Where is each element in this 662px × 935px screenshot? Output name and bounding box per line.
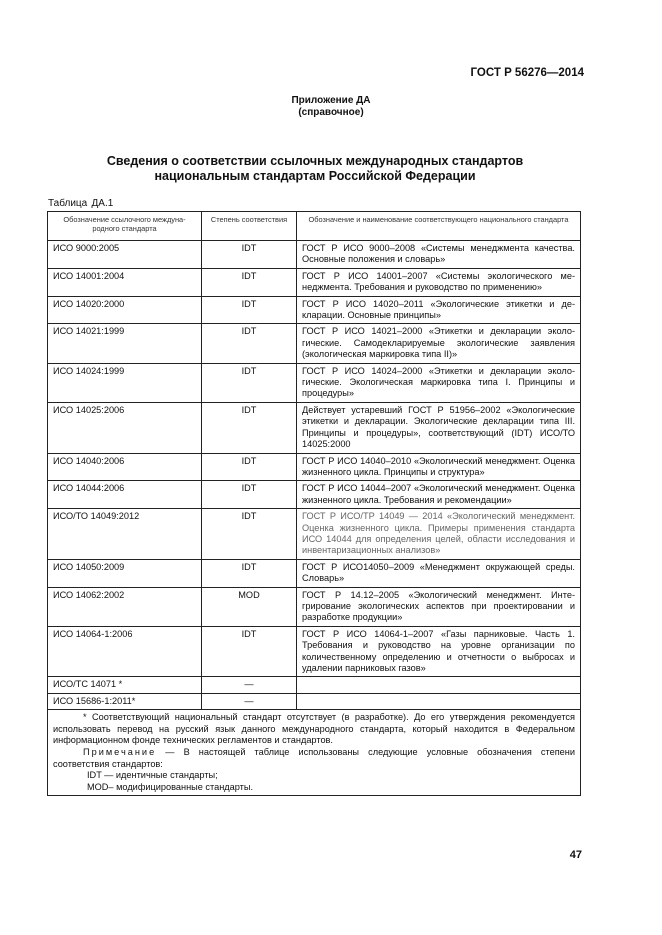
table-note-cell (48, 710, 581, 796)
table-row (48, 693, 581, 709)
appendix-heading (0, 95, 662, 119)
ref-cell: ИСО/ТО 14049:2012 (48, 509, 202, 560)
page-title (0, 154, 630, 184)
table-caption-label: Таблица (48, 198, 88, 209)
table-row (48, 324, 581, 363)
ref-cell: ИСО 14062:2002 (48, 587, 202, 626)
title-line-2: национальным стандартам Российской Федерации (154, 169, 476, 183)
header-ref-standard: Обозначение ссылочного международного стандарта (48, 212, 202, 241)
table-caption-number: ДА.1 (91, 198, 114, 209)
national-cell: Действует устаревший ГОСТ Р 51956–2002 «Экологические этикетки и декларации. Экологические декларации типа III. Принципы и процедуры», соответствующий (IDT) ИСО/ТО 14025:2000 (297, 402, 581, 453)
table-row (48, 402, 581, 453)
ref-cell: ИСО 14040:2006 (48, 453, 202, 481)
footnote-text: * Соответствующий национальный стандарт отсутствует (в разработке). До его утверждения рекомендуется использовать перевод на русский язык данного международного стандарта, который находится в Федеральном информационном фонде технических регламентов и стандартов. (53, 712, 575, 746)
ref-cell: ИСО 9000:2005 (48, 241, 202, 269)
national-cell: ГОСТ Р ИСО 9000–2008 «Системы менеджмента качества. Основные положения и словарь» (297, 241, 581, 269)
table-row (48, 559, 581, 587)
legend-mod: MOD– модифицированные стандарты. (87, 781, 254, 792)
national-cell (297, 677, 581, 693)
table-header-row (48, 212, 581, 241)
legend-idt: IDT — идентичные стандарты; (87, 770, 218, 781)
national-cell: ГОСТ Р ИСО 14020–2011 «Экологические этикетки и декларации. Основные принципы» (297, 296, 581, 324)
degree-cell: IDT (202, 559, 297, 587)
degree-cell: IDT (202, 402, 297, 453)
degree-cell: IDT (202, 481, 297, 509)
ref-cell: ИСО 14001:2004 (48, 268, 202, 296)
degree-cell: IDT (202, 509, 297, 560)
national-cell: ГОСТ Р ИСО 14024–2000 «Этикетки и декларации экологические. Экологическая маркировка типа I. Принципы и процедуры» (297, 363, 581, 402)
ref-cell: ИСО 14064-1:2006 (48, 626, 202, 677)
degree-cell: IDT (202, 363, 297, 402)
table-row (48, 587, 581, 626)
ref-cell: ИСО 14025:2006 (48, 402, 202, 453)
table-row (48, 268, 581, 296)
correspondence-table (47, 211, 581, 796)
note-text: — В настоящей таблице использованы следующие условные обозначения степени соответствия стандартов: (53, 747, 575, 769)
ref-cell: ИСО 14021:1999 (48, 324, 202, 363)
national-cell (297, 693, 581, 709)
page-number: 47 (569, 849, 582, 861)
degree-cell: IDT (202, 626, 297, 677)
degree-cell: IDT (202, 296, 297, 324)
note-paragraph (53, 747, 575, 770)
title-line-1: Сведения о соответствии ссылочных международных стандартов (106, 154, 524, 168)
header-degree: Степень соответствия (202, 212, 297, 241)
table-row (48, 453, 581, 481)
ref-cell: ИСО 14024:1999 (48, 363, 202, 402)
degree-cell: IDT (202, 268, 297, 296)
national-cell: ГОСТ Р ИСО 14064-1–2007 «Газы парниковые. Часть 1. Требования и руководство на уровне организации по количественному определению и отчетности о выбросах и удалении парниковых газов» (297, 626, 581, 677)
table-row (48, 509, 581, 560)
national-cell: ГОСТ Р ИСО14050–2009 «Менеджмент окружающей среды. Словарь» (297, 559, 581, 587)
degree-cell: — (202, 693, 297, 709)
ref-cell: ИСО 14050:2009 (48, 559, 202, 587)
degree-cell: IDT (202, 241, 297, 269)
ref-cell: ИСО 14020:2000 (48, 296, 202, 324)
national-cell: ГОСТ Р ИСО 14021–2000 «Этикетки и декларации экологические. Самодекларируемые экологические заявления (экологическая маркировка типа II)» (297, 324, 581, 363)
degree-cell: IDT (202, 324, 297, 363)
document-code: ГОСТ Р 56276—2014 (470, 67, 584, 79)
national-cell: ГОСТ Р 14.12–2005 «Экологический менеджмент. Интегрирование экологических аспектов при проектировании и разработке продукции» (297, 587, 581, 626)
table-row (48, 626, 581, 677)
appendix-title: Приложение ДА (291, 95, 371, 106)
ref-cell: ИСО/ТС 14071 * (48, 677, 202, 693)
national-cell: ГОСТ Р ИСО 14044–2007 «Экологический менеджмент. Оценка жизненного цикла. Требования и рекомендации» (297, 481, 581, 509)
table-row (48, 363, 581, 402)
table-row (48, 677, 581, 693)
degree-cell: — (202, 677, 297, 693)
appendix-subtitle: (справочное) (298, 107, 364, 118)
national-cell: ГОСТ Р ИСО/ТР 14049 — 2014 «Экологический менеджмент. Оценка жизненного цикла. Примеры применения стандарта ИСО 14044 для определения целей, области исследования и инвентаризационных анализов» (297, 509, 581, 560)
table-row (48, 481, 581, 509)
table-note-row (48, 710, 581, 796)
note-label: Примечание (83, 747, 157, 757)
header-national-standard: Обозначение и наименование соответствующего национального стандарта (297, 212, 581, 241)
national-cell: ГОСТ Р ИСО 14001–2007 «Системы экологического менеджмента. Требования и руководство по применению» (297, 268, 581, 296)
ref-cell: ИСО 15686-1:2011* (48, 693, 202, 709)
degree-cell: IDT (202, 453, 297, 481)
ref-cell: ИСО 14044:2006 (48, 481, 202, 509)
table-row (48, 296, 581, 324)
national-cell: ГОСТ Р ИСО 14040–2010 «Экологический менеджмент. Оценка жизненного цикла. Принципы и структура» (297, 453, 581, 481)
degree-cell: MOD (202, 587, 297, 626)
table-caption (48, 198, 113, 209)
table-row (48, 241, 581, 269)
